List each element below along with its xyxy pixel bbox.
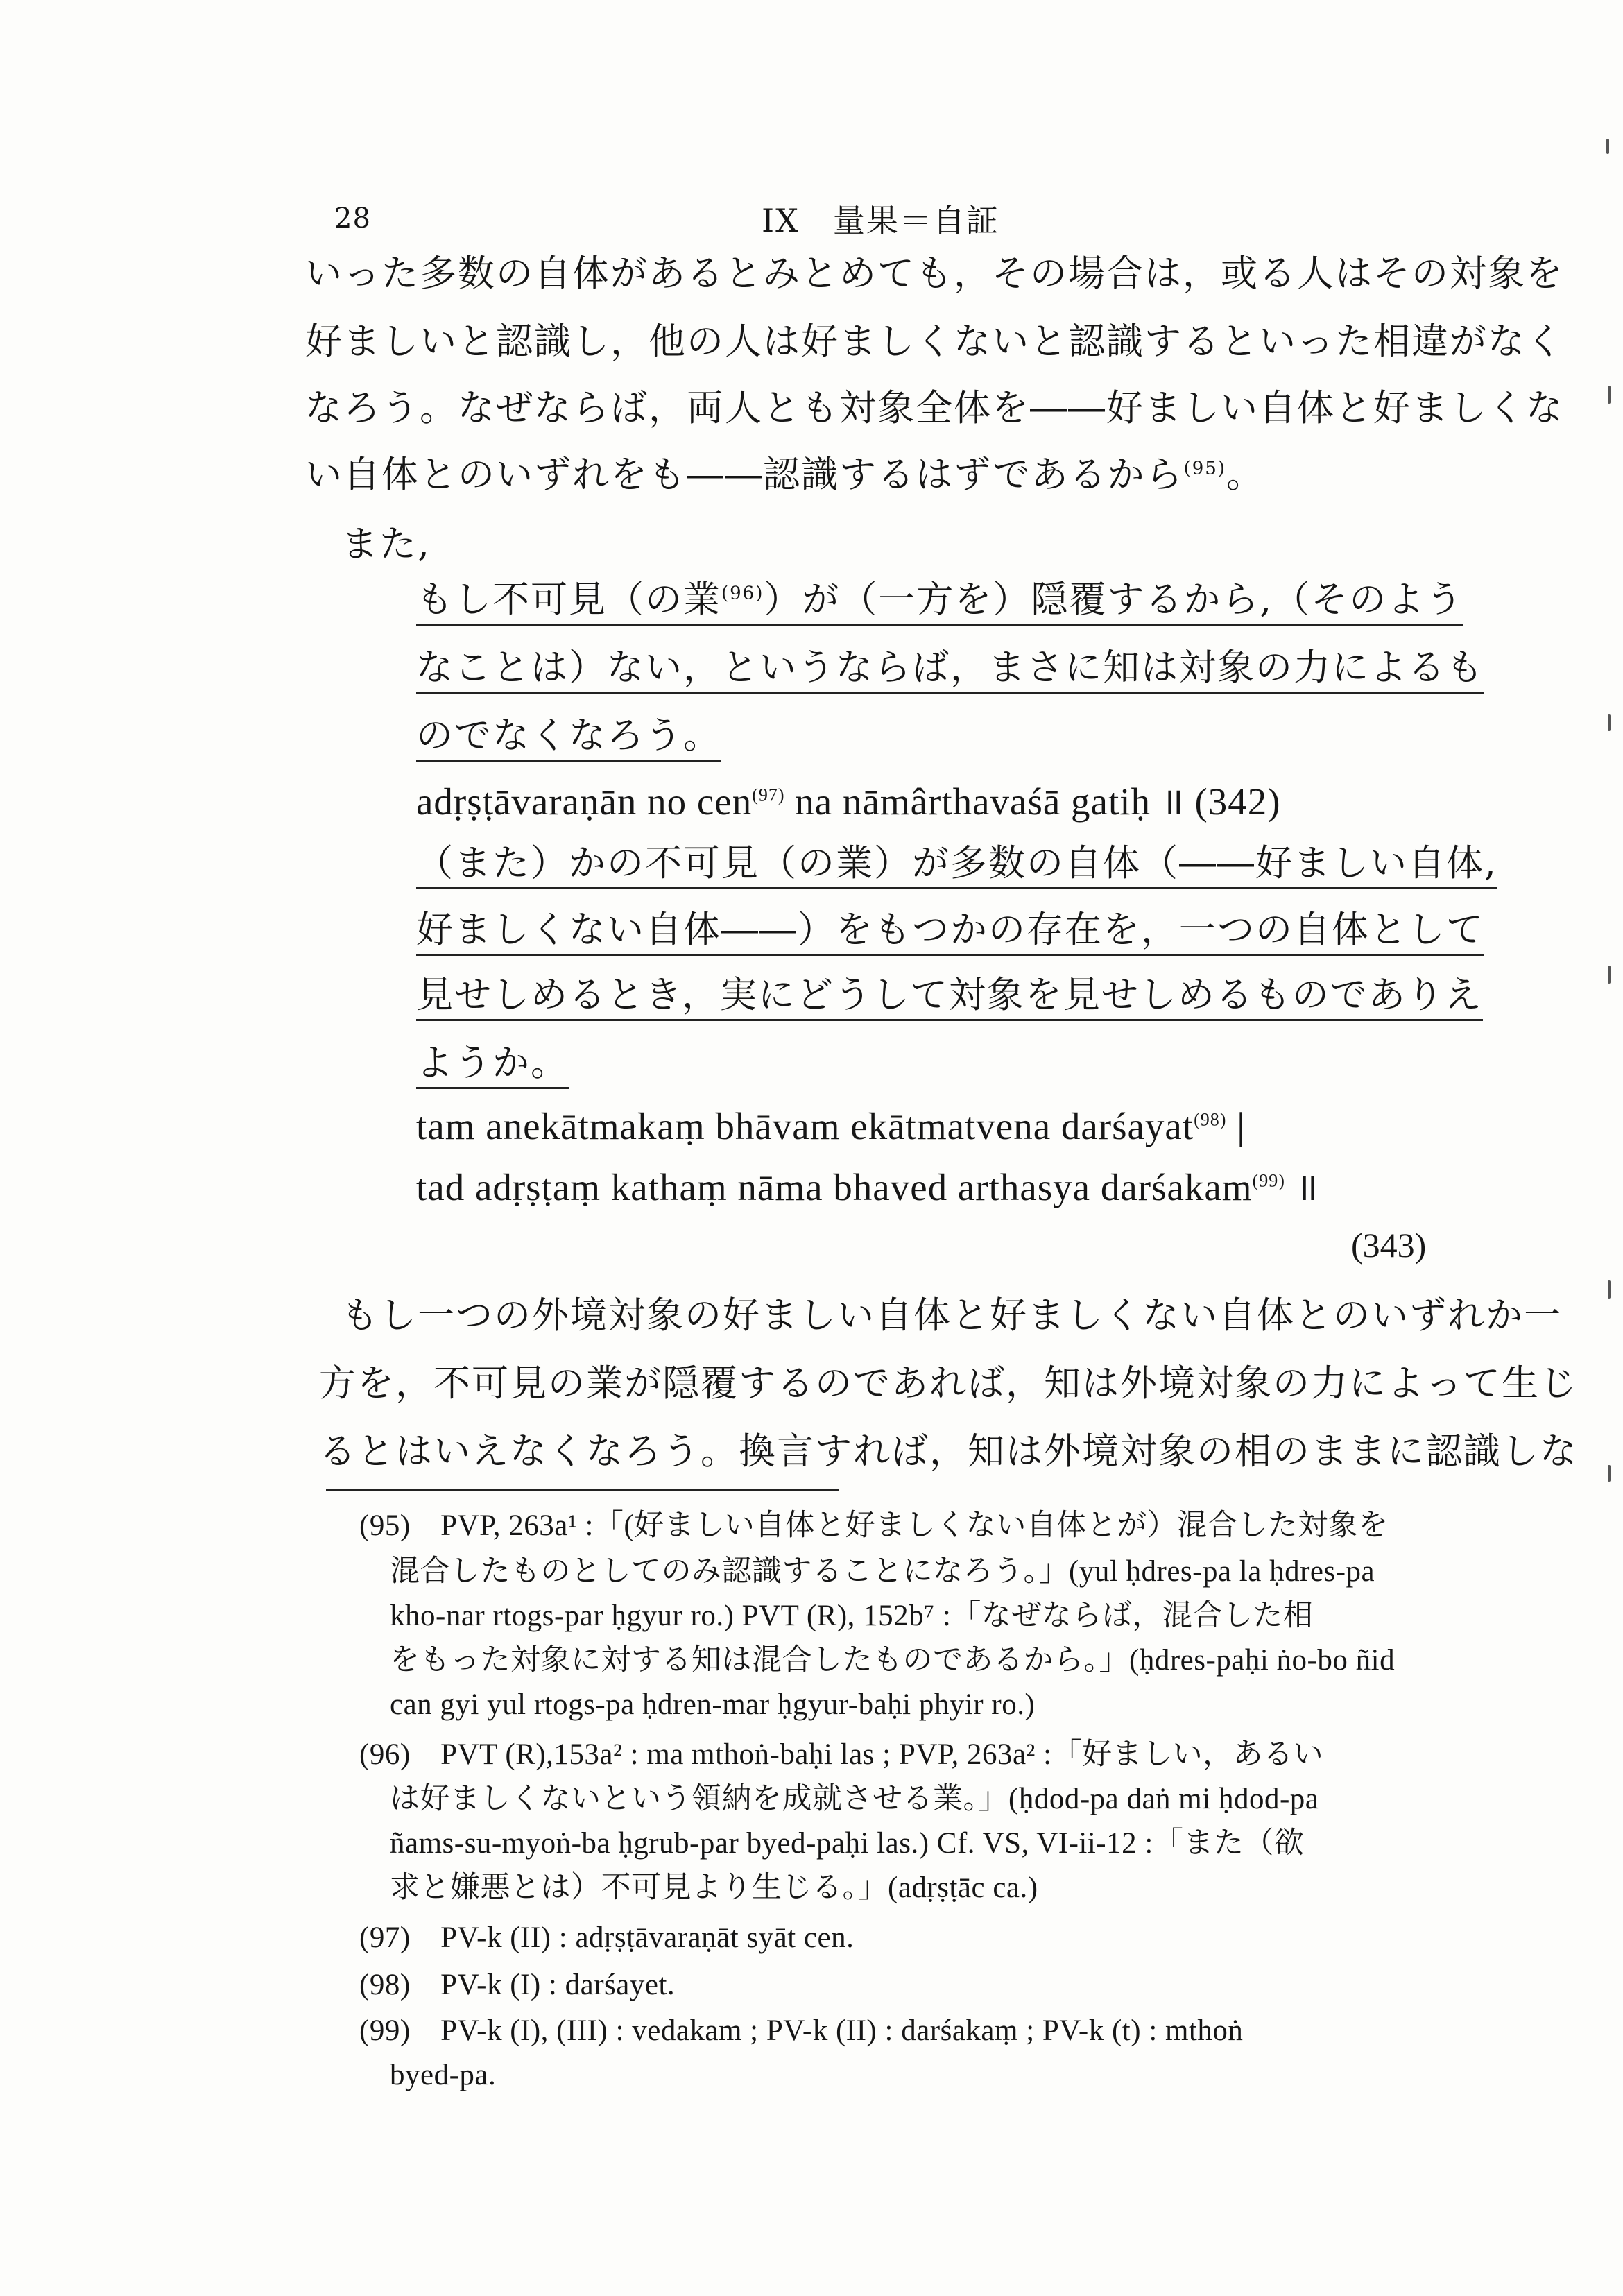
footnote-ref-97: (97) [752,785,785,805]
paragraph1-line-3: なろう。なぜならば，両人とも対象全体を――好ましい自体と好ましくな [305,387,1564,429]
verse342-text-b: ）が（一方を）隠覆するから,（そのよう [764,579,1464,621]
footnote-divider [326,1489,839,1491]
verse343-sanskrit-2b: ॥ [1285,1166,1319,1208]
footnote-99-line-2: byed-pa. [390,2059,497,2091]
footnote-ref-98: (98) [1194,1109,1227,1130]
verse342-translation-line-3: のでなくなろう。 [416,717,721,762]
footnote-95-line-1: (95) PVP, 263a¹ :「(好ましい自体と好ましくない自体とが）混合した対象を [359,1509,1389,1542]
scan-edge-mark [1608,714,1611,731]
verse343-translation-line-2: 好ましくない自体――）をもつかの存在を，一つの自体として [416,911,1484,956]
page-title: IX 量果＝自証 [762,202,999,239]
footnote-98: (98) PV-k (I) : darśayet. [359,1969,676,2001]
footnote-ref-96: (96) [721,583,764,604]
footnote-96-line-1: (96) PVT (R),153a² : ma mthoṅ-baḥi las ; PVP, 263a² :「好ましい，あるい [359,1738,1324,1771]
verse343-translation-line-4: ようか。 [416,1045,569,1089]
verse342-translation-line-2: なことは）ない，というならば，まさに知は対象の力によるも [416,649,1484,694]
verse342-sanskrit-a: adṛṣṭāvaraṇān no cen [416,780,753,823]
scan-edge-mark [1608,1465,1611,1482]
footnote-96-line-4: 求と嫌悪とは）不可見より生じる。」(adṛṣṭāc ca.) [390,1871,1038,1904]
paragraph2-line-3: るとはいえなくなろう。換言すれば，知は外境対象の相のままに認識しな [319,1430,1578,1473]
footnote-95-line-2: 混合したものとしてのみ認識することになろう。」(yul ḥdres-pa la ḥdres-pa [390,1555,1375,1588]
verse342-sanskrit-b: na nāmârthavaśā gatiḥ ॥ (342) [784,780,1281,823]
scan-edge-mark [1608,1280,1611,1299]
footnote-ref-99: (99) [1252,1170,1285,1191]
scan-edge-mark [1606,139,1609,154]
paragraph1-line-4-text: い自体とのいずれをも――認識するはずであるから [305,454,1184,496]
scan-edge-mark [1608,386,1611,404]
verse343-translation-line-1: （また）かの不可見（の業）が多数の自体（――好ましい自体, [416,845,1497,889]
footnote-97: (97) PV-k (II) : adṛṣṭāvaraṇāt syāt cen. [359,1921,855,1954]
footnote-95-line-5: can gyi yul rtogs-pa ḥdren-mar ḥgyur-baḥi phyir ro.) [390,1688,1036,1721]
footnote-ref-95: (95) [1183,458,1226,479]
footnote-96-line-3: ñams-su-myoṅ-ba ḥgrub-par byed-paḥi las.) Cf. VS, VI-ii-12 :「また（欲 [390,1827,1305,1860]
verse343-sanskrit-2a: tad adṛṣṭaṃ kathaṃ nāma bhaved arthasya darśakam [416,1166,1253,1208]
mata-label: また, [341,523,431,565]
footnote-95-line-3: kho-nar rtogs-par ḥgyur ro.) PVT (R), 152b⁷ :「なぜならば，混合した相 [390,1600,1314,1632]
paragraph2-line-1: もし一つの外境対象の好ましい自体と好ましくない自体とのいずれか一 [341,1294,1562,1337]
verse-number-343: (343) [1351,1226,1427,1265]
verse343-sanskrit-1a: tam anekātmakaṃ bhāvam ekātmatvena darśayat [416,1105,1194,1147]
verse342-translation-line-1 [416,581,1463,626]
verse343-sanskrit-1b: | [1226,1105,1246,1147]
footnote-95-line-4: をもった対象に対する知は混合したものであるから。」(ḥdres-paḥi ṅo-bo ñid [390,1644,1396,1677]
verse343-sanskrit-line-1 [416,1107,1245,1145]
verse342-sanskrit [416,782,1281,821]
footnote-99-line-1: (99) PV-k (I), (III) : vedakam ; PV-k (II) : darśakaṃ ; PV-k (t) : mthoṅ [359,2014,1244,2047]
scan-edge-mark [1608,966,1611,984]
page-number: 28 [334,203,371,234]
verse342-text-a: もし不可見（の業 [416,579,721,621]
paragraph2-line-2: 方を，不可見の業が隠覆するのであれば，知は外境対象の力によって生じ [319,1362,1578,1405]
paragraph1-period: 。 [1226,454,1264,496]
verse343-translation-line-3: 見せしめるとき，実にどうして対象を見せしめるものでありえ [416,977,1483,1021]
footnote-96-line-2: は好ましくないという領納を成就させる業。」(ḥdod-pa daṅ mi ḥdod-pa [390,1783,1319,1815]
verse343-sanskrit-line-2 [416,1168,1319,1206]
paragraph1-line-1: いった多数の自体があるとみとめても，その場合は，或る人はその対象を [305,252,1564,295]
paragraph1-line-2: 好ましいと認識し，他の人は好ましくないと認識するといった相違がなく [305,320,1564,363]
paragraph1-line-4 [305,454,1264,496]
